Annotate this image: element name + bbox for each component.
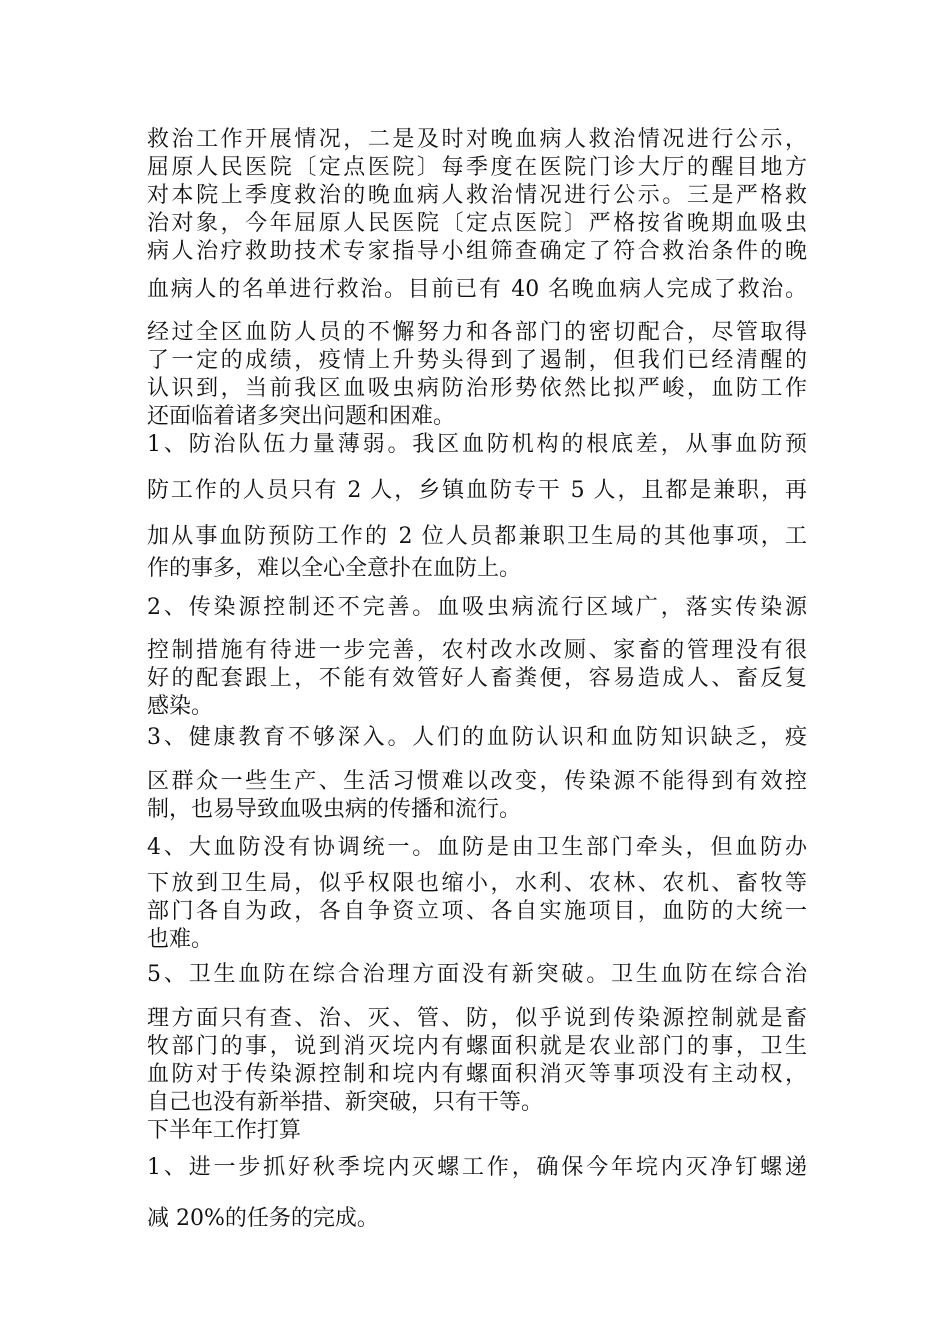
section-heading: 下半年工作打算: [147, 1118, 302, 1143]
paragraph-line: 区群众一些生产、生活习惯难以改变，传染源不能得到有效控: [147, 769, 807, 794]
paragraph-line: 病人治疗救助技术专家指导小组筛查确定了符合救治条件的晚: [147, 239, 807, 264]
paragraph-line: 血病人的名单进行救治。目前已有 40 名晚血病人完成了救治。: [147, 277, 807, 302]
paragraph-line: 减 20%的任务的完成。: [147, 1206, 379, 1231]
paragraph-line: 救治工作开展情况，二是及时对晚血病人救治情况进行公示，: [147, 127, 807, 152]
paragraph-line: 控制措施有待进一步完善，农村改水改厕、家畜的管理没有很: [147, 638, 807, 663]
paragraph-line: 治对象，今年屈原人民医院〔定点医院〕严格按省晚期血吸虫: [147, 211, 807, 236]
paragraph-line: 屈原人民医院〔定点医院〕每季度在医院门诊大厅的醒目地方: [147, 155, 807, 180]
paragraph-line: 认识到，当前我区血吸虫病防治形势依然比拟严峻，血防工作: [147, 376, 807, 401]
paragraph-line: 牧部门的事，说到消灭垸内有螺面积就是农业部门的事，卫生: [147, 1034, 807, 1059]
paragraph-line: 制，也易导致血吸虫病的传播和流行。: [147, 797, 522, 822]
paragraph-line: 5、卫生血防在综合治理方面没有新突破。卫生血防在综合治: [147, 962, 807, 987]
paragraph-line: 还面临着诸多突出问题和困难。: [147, 404, 456, 429]
paragraph-line: 下放到卫生局，似乎权限也缩小，水利、农林、农机、畜牧等: [147, 871, 807, 896]
paragraph-line: 感染。: [147, 694, 214, 719]
paragraph-line: 部门各自为政，各自争资立项、各自实施项目，血防的大统一: [147, 899, 807, 924]
paragraph-line: 自己也没有新举措、新突破，只有干等。: [147, 1090, 544, 1115]
paragraph-line: 经过全区血防人员的不懈努力和各部门的密切配合，尽管取得: [147, 320, 807, 345]
paragraph-line: 对本院上季度救治的晚血病人救治情况进行公示。三是严格救: [147, 183, 807, 208]
paragraph-line: 好的配套跟上，不能有效管好人畜粪便，容易造成人、畜反复: [147, 666, 807, 691]
paragraph-line: 4、大血防没有协调统一。血防是由卫生部门牵头，但血防办: [147, 835, 807, 860]
paragraph-line: 1、进一步抓好秋季垸内灭螺工作，确保今年垸内灭净钉螺递: [147, 1155, 807, 1180]
paragraph-line: 血防对于传染源控制和垸内有螺面积消灭等事项没有主动权，: [147, 1062, 807, 1087]
paragraph-line: 防工作的人员只有 2 人，乡镇血防专干 5 人，且都是兼职，再: [147, 478, 807, 503]
paragraph-line: 也难。: [147, 927, 214, 952]
paragraph-line: 了一定的成绩，疫情上升势头得到了遏制，但我们已经清醒的: [147, 348, 807, 373]
paragraph-line: 3、健康教育不够深入。人们的血防认识和血防知识缺乏，疫: [147, 725, 807, 750]
paragraph-line: 2、传染源控制还不完善。血吸虫病流行区域广，落实传染源: [147, 595, 807, 620]
paragraph-line: 加从事血防预防工作的 2 位人员都兼职卫生局的其他事项，工: [147, 524, 807, 549]
paragraph-line: 作的事多，难以全心全意扑在血防上。: [147, 556, 522, 581]
paragraph-line: 1、防治队伍力量薄弱。我区血防机构的根底差，从事血防预: [147, 432, 807, 457]
paragraph-line: 理方面只有查、治、灭、管、防，似乎说到传染源控制就是畜: [147, 1006, 807, 1031]
